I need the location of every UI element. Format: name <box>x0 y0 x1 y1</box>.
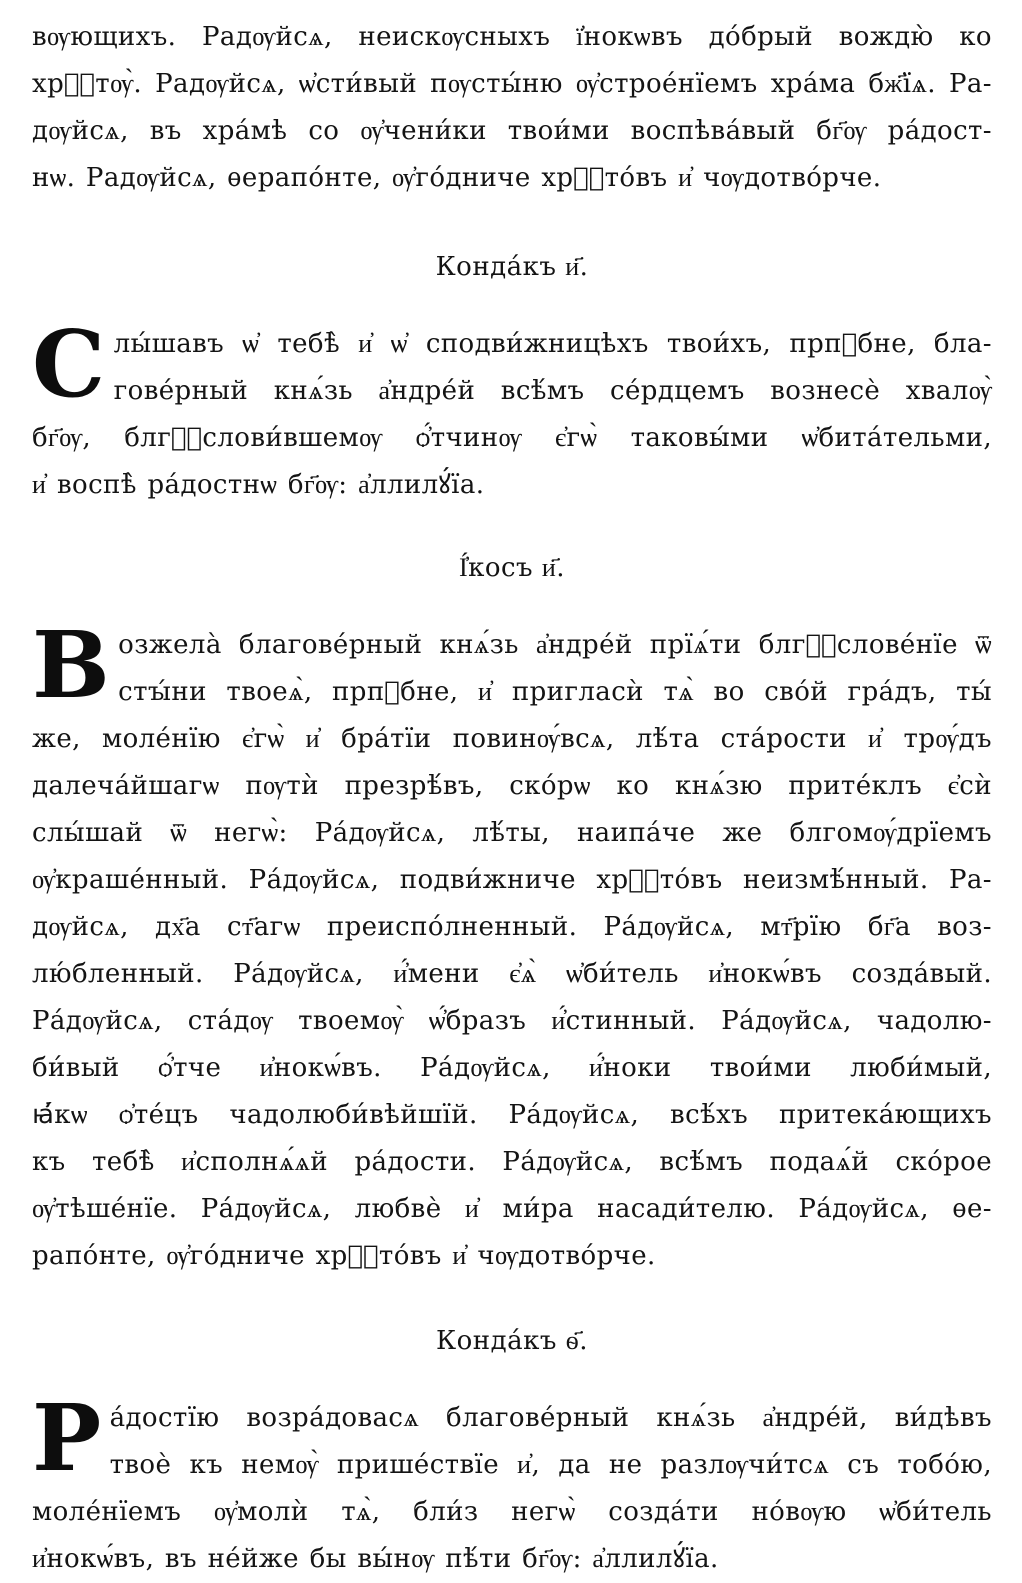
drop-cap: В <box>32 611 111 719</box>
text-line: бг҃ѹ, блгⷭ҇слови́вшемѹ ѻ҆́тчинѹ є҆гѡ̀ таковы́ми ѡ҆бита́тельми, <box>32 423 992 453</box>
text-line: стꙑ́ни твоеѧ̀, прпⷣбне, и҆ пригласѝ тѧ̀ во сво́й гра́дъ, ты́ <box>118 677 992 707</box>
text-line: и҆нокѡ́въ, въ не́йже бы вы́нѹ пѣ́ти бг҃ѹ: а҆ллилꙋ́їа. <box>32 1544 719 1574</box>
paragraph-kontakion-8 <box>32 310 992 509</box>
section-heading-kontakion-9: Конда́къ ѳ҃. <box>436 1326 588 1356</box>
text-line: дѹйсѧ, дх҃а ст҃агѡ преиспо́лненный. Ра́дѹйсѧ, мт҃рїю бг҃а воз- <box>32 912 992 942</box>
section-heading-ikos-8: І҆́косъ и҃. <box>458 553 566 583</box>
drop-cap: С <box>32 310 106 418</box>
drop-cap: Р <box>32 1384 102 1492</box>
text-line: же, моле́нїю є҆гѡ̀ и҆ бра́тїи повинѹ́всѧ, лѣ́та ста́рости и҆ трѹ́дъ <box>32 724 992 754</box>
text-line: дѹйсѧ, въ хра́мѣ со ѹ҆чени́ки твои́ми воспѣва́вый бг҃ѹ ра́дост- <box>32 116 992 146</box>
text-line: Ра́дѹйсѧ, ста́дѹ твоемѹ̀ ѡ҆́бразъ и҆́стинный. Ра́дѹйсѧ, чадолю- <box>32 1006 992 1036</box>
text-line: далеча́йшагѡ пѹтѝ презрѣ́въ, ско́рѡ ко кнѧ́зю прите́клъ є҆сѝ <box>32 771 992 801</box>
paragraph-ikos-continuation <box>32 14 992 202</box>
text-line: къ тебѣ̀ и҆сполнѧ́ѧй ра́дости. Ра́дѹйсѧ, всѣ́мъ подаѧ́й ско́рое <box>32 1147 992 1177</box>
text-line: рапо́нте, ѹ҆го́дниче хрⷭ҇то́въ и҆ чѹдотво́рче. <box>32 1241 656 1271</box>
text-line: хрⷭ҇тѹ̀. Радѹйсѧ, ѡ҆сти́вый пѹсты́ню ѹ҆строе́нїемъ хра́ма бж҃їѧ. Ра- <box>32 69 992 99</box>
text-line: ꙗ҆́кѡ ѻ҆те́цъ чадолюби́вѣйшїй. Ра́дѹйсѧ, всѣ́хъ притека́ющихъ <box>32 1100 992 1130</box>
section-heading-kontakion-8: Конда́къ и҃. <box>435 252 589 282</box>
text-line: вѹющихъ. Радѹйсѧ, неискѹсныхъ ї҆нокѡвъ до́брый вождю̀ ко <box>32 22 992 52</box>
text-line: слы́шай ѿ негѡ̀: Ра́дѹйсѧ, лѣ́ты, наипа́че же блгомѹ́дрїемъ <box>32 818 992 848</box>
text-line: а́достїю возра́довасѧ благове́рный кнѧ́зь а҆ндре́й, ви́дѣвъ <box>109 1403 992 1433</box>
text-line: твоѐ къ немѹ̀ прише́ствїе и҆, да не разлѹчи́тсѧ съ тобо́ю, <box>109 1450 992 1480</box>
text-line: лы́шавъ ѡ҆ тебѣ̀ и҆ ѡ҆ сподви́жницѣхъ твои́хъ, прпⷣбне, бла- <box>113 329 992 359</box>
paragraph-ikos-8 <box>32 611 992 1280</box>
text-line: ѹ҆тѣше́нїе. Ра́дѹйсѧ, любвѐ и҆ ми́ра насади́телю. Ра́дѹйсѧ, ѳе- <box>32 1194 992 1224</box>
text-line: и҆ воспѣ̀ ра́достнѡ бг҃ѹ: а҆ллилꙋ́їа. <box>32 470 485 500</box>
text-line: озжела̀ благове́рный кнѧ́зь а҆ндре́й прїѧ́ти блгⷭ҇слове́нїе ѿ <box>118 630 992 660</box>
text-line: ѹ҆краше́нный. Ра́дѹйсѧ, подви́жниче хрⷭ҇то́въ неизмѣ́нный. Ра- <box>32 865 992 895</box>
text-line: моле́нїемъ ѹ҆молѝ тѧ̀, бли́з негѡ̀ созда́ти но́вѹю ѡ҆би́тель <box>32 1497 992 1527</box>
text-line: нѡ. Радѹйсѧ, ѳерапо́нте, ѹ҆го́дниче хрⷭ҇то́въ и҆ чѹдотво́рче. <box>32 163 882 193</box>
paragraph-kontakion-9 <box>32 1384 992 1583</box>
text-line: лю́бленный. Ра́дѹйсѧ, и҆́мени є҆ѧ̀ ѡ҆би́тель и҆нокѡ́въ созда́вый. <box>32 959 992 989</box>
text-line: гове́рный кнѧ́зь а҆ндре́й всѣ́мъ се́рдцемъ вознесѐ хвалѹ̀ <box>113 376 992 406</box>
text-line: би́вый ѻ҆́тче и҆нокѡ́въ. Ра́дѹйсѧ, и҆́ноки твои́ми люби́мый, <box>32 1053 992 1083</box>
